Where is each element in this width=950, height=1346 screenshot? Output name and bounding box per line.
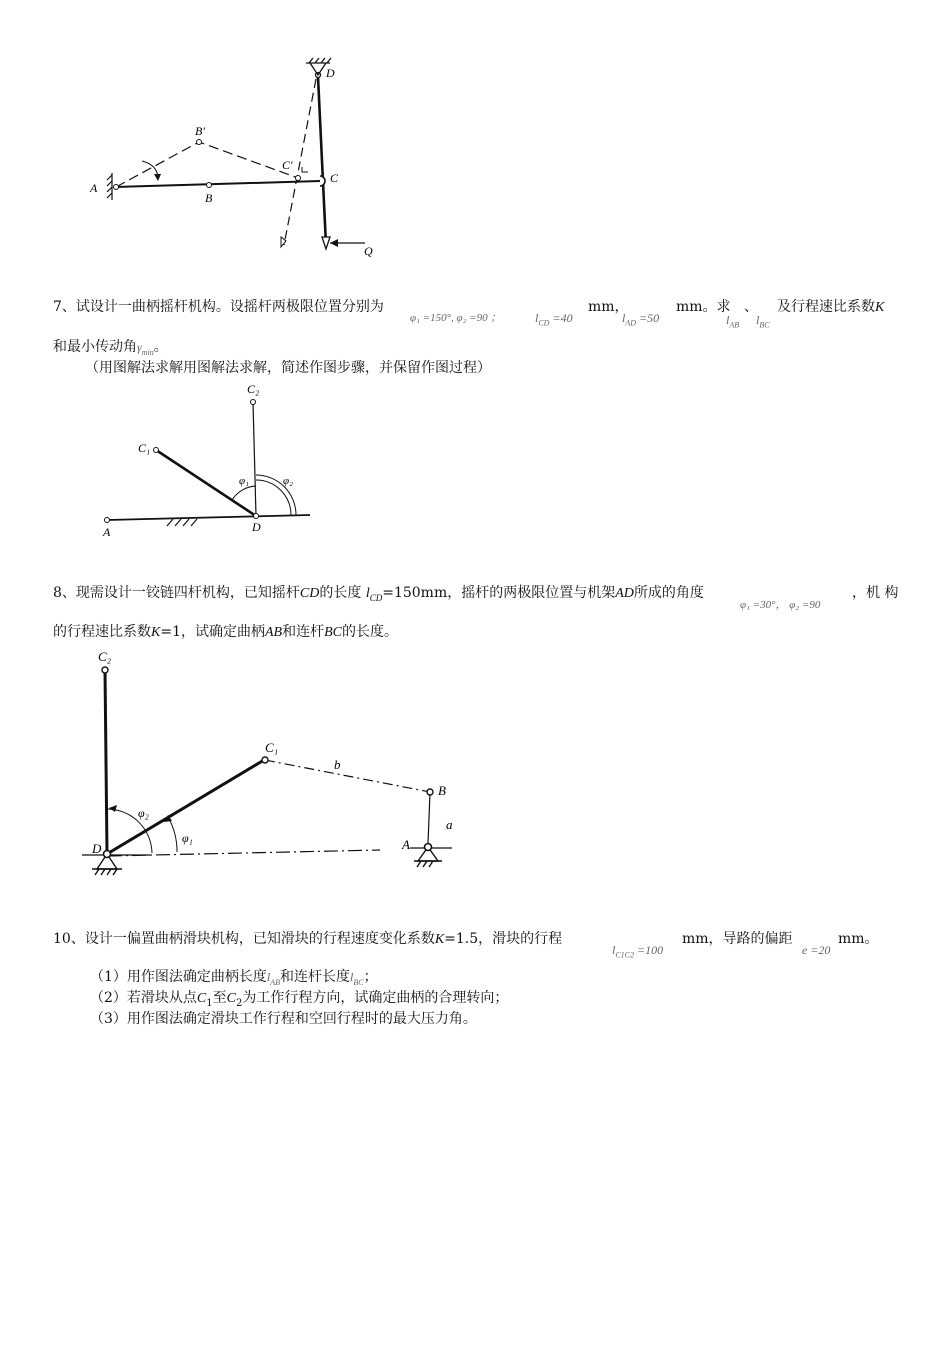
label-b: B — [438, 783, 446, 798]
q10-item1-lbc: l — [350, 970, 354, 984]
label-a: A — [103, 525, 111, 539]
q7-lad-symbol: l — [622, 311, 626, 325]
joint-b — [427, 789, 433, 795]
joint-c-prime — [296, 176, 301, 181]
q8-line2-mid: =1，试确定曲柄 — [160, 624, 265, 640]
q7-lab-symbol: l — [726, 313, 730, 327]
q10-item2-c2: C — [226, 991, 236, 1006]
q7-lcd-value: =40 — [552, 311, 573, 325]
q10-e: e =20 — [802, 943, 831, 957]
q10-item1-lbc-sub: BC — [353, 977, 364, 987]
mechanism-figure-2 — [95, 378, 325, 543]
q8-cd: CD — [299, 586, 320, 601]
joint-a — [105, 518, 110, 523]
q8-ad: AD — [615, 586, 634, 601]
label-phi1: φ₁ — [182, 831, 193, 845]
q7-phi-values: φ₁ =150°, φ₂ =90 ； — [410, 312, 502, 324]
joint-a — [114, 185, 119, 190]
q10-item2-end: 为工作行程方向，试确定曲柄的合理转向； — [242, 990, 509, 1006]
q7-lad-sub: AD — [625, 318, 637, 328]
joint-c1 — [154, 448, 159, 453]
label-c2: C₂ — [247, 382, 260, 396]
q7-mm2: mm。求 — [676, 299, 731, 315]
label-c1: C₁ — [138, 441, 151, 455]
q7-mm1: mm， — [588, 299, 629, 315]
q10-item2-c1: C — [196, 991, 207, 1006]
q7-k: K — [875, 300, 885, 315]
q8-lcd-sub: CD — [369, 592, 383, 603]
label-q: Q — [364, 244, 373, 258]
crank-coupler-dashed — [116, 142, 298, 187]
q10-intro: 10、设计一偏置曲柄滑块机构，已知滑块的行程速度变化系数 — [53, 931, 435, 947]
q10-item1-end: ； — [363, 969, 378, 985]
q7-lbc — [756, 310, 770, 335]
q10-line1-end: mm。 — [838, 931, 879, 947]
q8-bc: BC — [324, 625, 342, 640]
q10-item2-c1-sub: 1 — [206, 997, 213, 1009]
q10-item1-mid: 和连杆长度 — [280, 969, 351, 985]
rotation-arrowhead — [154, 174, 161, 181]
rocker-link — [318, 77, 326, 245]
q10-item2-c2-sub: 2 — [235, 997, 243, 1009]
joint-c — [320, 176, 325, 186]
q8-phi2: φ₂ =90 — [789, 599, 821, 611]
q8-length-word: 的长度 — [319, 585, 362, 601]
q7-dun: 、 — [744, 299, 758, 315]
q8-and-coupler: 和连杆 — [282, 624, 325, 640]
frame-line — [107, 515, 310, 520]
label-phi2: φ₂ — [283, 475, 293, 487]
q8-phi1: φ₁ =30°， — [740, 599, 787, 611]
q10-item2-intro: （2）若滑块从点 — [90, 990, 197, 1006]
q10-stroke-word: =1.5，滑块的行程 — [444, 931, 563, 947]
q7-tail — [777, 297, 884, 318]
q8-line2-end: 的长度。 — [341, 624, 398, 640]
joint-b — [207, 183, 212, 188]
joint-a — [425, 844, 432, 851]
label-a: A — [90, 181, 98, 195]
q7-lcd-symbol: l — [535, 311, 539, 325]
q8-line1-end: ，机 构 — [852, 585, 899, 601]
q10-item1-intro: （1）用作图法确定曲柄长度 — [90, 969, 267, 985]
q8-k: K — [151, 625, 161, 640]
rocker-c2-d — [105, 670, 107, 853]
q7-phi2: φ₂ =90 — [456, 312, 488, 324]
q7-lad-value: =50 — [639, 311, 660, 325]
ground-a — [107, 173, 112, 200]
bottom-pivot — [322, 237, 330, 249]
q10-item2-to: 至 — [212, 990, 227, 1006]
label-a-link: a — [446, 817, 453, 832]
q10-item3: （3）用作图法确定滑块工作行程和空回行程时的最大压力角。 — [90, 1011, 477, 1027]
q10-item1-lab-sub: AB — [270, 977, 281, 987]
q7-lbc-sub: BC — [759, 320, 770, 330]
q8-intro: 8、现需设计一铰链四杆机构，已知摇杆 — [53, 585, 300, 601]
q10-lc — [612, 940, 663, 965]
label-d: D — [92, 841, 102, 856]
label-c-prime: C′ — [282, 158, 293, 172]
arrowhead-phi2 — [109, 805, 117, 812]
q10-item1-lab: l — [266, 970, 271, 984]
label-b-link: b — [334, 757, 341, 772]
joint-c2 — [251, 400, 256, 405]
crank-b-a — [428, 792, 430, 844]
q8-angle-word: 所成的角度 — [633, 585, 704, 601]
label-phi1: φ₁ — [239, 475, 249, 487]
label-b: B — [205, 191, 213, 205]
label-c2: C₂ — [98, 649, 112, 664]
coupler-dashed — [265, 760, 430, 792]
q7-line1 — [53, 297, 384, 317]
q8-lcd-symbol: l — [365, 586, 370, 601]
q7-lcd — [535, 308, 573, 333]
q7-lcd-sub: CD — [538, 318, 550, 328]
joint-c2 — [102, 667, 108, 673]
q7-lab — [726, 310, 739, 335]
joint-d — [254, 514, 259, 519]
q7-line2-text: 和最小传动角 — [53, 339, 137, 355]
q7-lab-sub: AB — [729, 320, 740, 330]
q10-k: K — [434, 932, 445, 947]
q7-tail-text: 及行程速比系数 — [777, 299, 875, 315]
q7-lbc-symbol: l — [756, 313, 760, 327]
q10-lc-symbol: l — [612, 943, 616, 957]
q7-gamma: γ — [137, 340, 142, 354]
q8-phi-values — [740, 595, 820, 615]
q10-lc-sub: C1C2 — [615, 950, 635, 960]
q7-intro: 7、试设计一曲柄摇杆机构。设摇杆两极限位置分别为 — [53, 299, 384, 315]
label-phi2: φ₂ — [138, 806, 149, 820]
label-c1: C₁ — [265, 740, 279, 755]
q7-phi1: φ₁ =150° — [410, 312, 451, 324]
force-q-arrowhead — [330, 239, 338, 247]
joint-d — [104, 851, 111, 858]
q8-line1 — [53, 583, 704, 608]
joint-c1 — [262, 757, 268, 763]
mechanism-figure-3 — [80, 645, 465, 880]
rocker-c2-d — [253, 402, 256, 516]
q7-note: （用图解法求解用图解法求解，简述作图步骤，并保留作图过程） — [85, 360, 491, 376]
q10-lc-value: =100 — [637, 943, 664, 957]
label-a: A — [402, 837, 410, 852]
q8-ab: AB — [264, 625, 283, 640]
q10-line1-mid: mm，导路的偏距 — [682, 931, 793, 947]
crank-coupler-solid — [116, 181, 320, 187]
label-d: D — [252, 520, 261, 534]
label-c: C — [330, 171, 339, 185]
q7-gamma-sub: min — [141, 347, 154, 357]
label-d: D — [326, 66, 335, 80]
joint-b-prime — [197, 140, 202, 145]
q10-line1 — [53, 929, 562, 950]
mechanism-figure-1 — [80, 55, 400, 270]
q8-lcd-value: =150mm，摇杆的两极限位置与机架 — [382, 585, 616, 601]
angle-arc-phi1 — [168, 817, 177, 852]
q7-lad — [622, 308, 659, 333]
angle-arc-phi1 — [232, 486, 256, 500]
frame-hatch — [167, 519, 197, 526]
label-b-prime: B′ — [195, 124, 205, 138]
q8-line2 — [53, 622, 398, 643]
q8-line2-intro: 的行程速比系数 — [53, 624, 151, 640]
q7-line2-end: 。 — [153, 339, 168, 355]
c-prime-mark — [302, 167, 308, 172]
q7-sep: ； — [490, 312, 502, 324]
